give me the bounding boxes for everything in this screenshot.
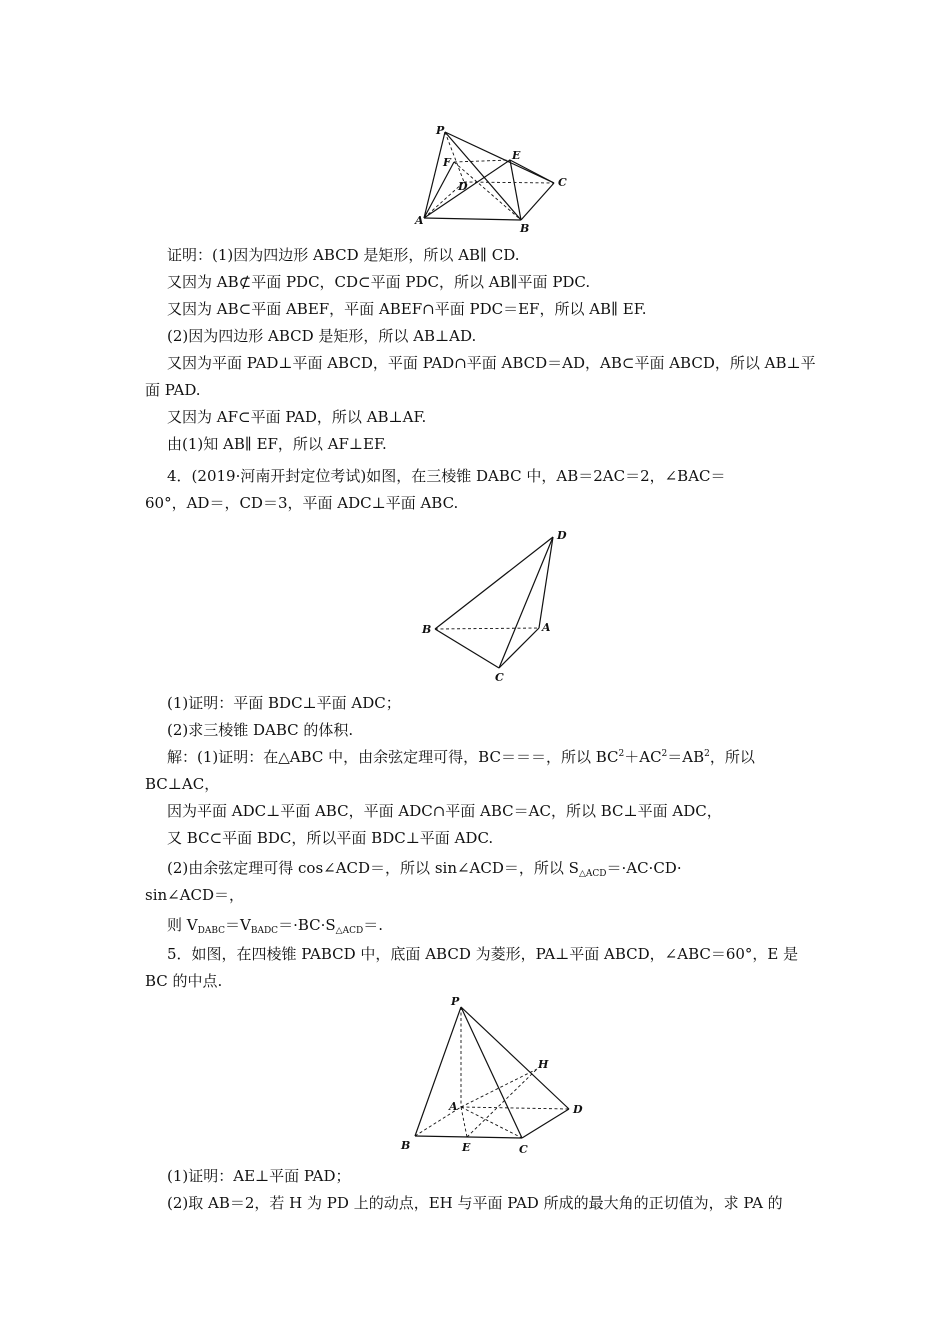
sol4-line-7 [167, 915, 383, 935]
label-H: H [538, 1058, 549, 1071]
label-C: C [558, 176, 567, 189]
sub-badc: BADC [250, 926, 279, 936]
proof3-line-4: (2)因为四边形 ABCD 是矩形，所以 AB⊥AD. [167, 327, 477, 345]
label-P: P [451, 995, 460, 1008]
proof3-line-6: 面 PAD. [145, 381, 201, 399]
proof3-line-5: 又因为平面 PAD⊥平面 ABCD，平面 PAD∩平面 ABCD＝AD，AB⊂平面 ABCD，所以 AB⊥平 [167, 354, 816, 372]
figure-pyramid-pabcd-h [395, 993, 590, 1163]
sol4-line-7-a: 则 V [167, 916, 198, 934]
label-A: A [415, 214, 424, 227]
label-B: B [520, 222, 530, 235]
q4-part-2: (2)求三棱锥 DABC 的体积. [167, 721, 354, 739]
q4-part-1: (1)证明：平面 BDC⊥平面 ADC； [167, 694, 401, 712]
figure-tetrahedron-dabc [415, 525, 575, 685]
label-E: E [512, 149, 521, 162]
label-B: B [401, 1139, 411, 1152]
sol4-line-7-d: ＝. [363, 916, 383, 934]
sub-dabc: DABC [197, 926, 225, 936]
sol4-line-7-c: ＝·BC·S [278, 916, 336, 934]
sol4-line-5-b: ＝·AC·CD· [606, 859, 682, 877]
proof3-line-2: 又因为 AB⊄平面 PDC，CD⊂平面 PDC，所以 AB∥平面 PDC. [167, 273, 591, 291]
sol4-line-5 [167, 858, 682, 878]
label-P: P [436, 124, 445, 137]
pyramid-diagram-1 [410, 120, 580, 235]
label-A: A [449, 1100, 458, 1113]
q4-statement-line-1: 4．(2019·河南开封定位考试)如图，在三棱锥 DABC 中，AB＝2AC＝2，∠BAC＝ [167, 467, 726, 485]
sup-2: 2 [704, 749, 710, 759]
sol4-line-1-b: ＋AC [624, 748, 662, 766]
proof3-line-3: 又因为 AB⊂平面 ABEF，平面 ABEF∩平面 PDC＝EF，所以 AB∥ EF. [167, 300, 647, 318]
q5-part-2: (2)取 AB＝2，若 H 为 PD 上的动点，EH 与平面 PAD 所成的最大角的正切值为，求 PA 的 [167, 1194, 783, 1212]
sol4-line-5-a: (2)由余弦定理可得 cos∠ACD＝，所以 sin∠ACD＝，所以 S [167, 859, 579, 877]
q4-statement-line-2: 60°，AD＝，CD＝3，平面 ADC⊥平面 ABC. [145, 494, 459, 512]
sol4-line-1-c: ＝AB [667, 748, 705, 766]
sol4-line-1 [167, 747, 755, 767]
label-E: E [462, 1141, 471, 1154]
label-C: C [495, 671, 504, 684]
proof3-line-1: 证明：(1)因为四边形 ABCD 是矩形，所以 AB∥ CD. [167, 246, 520, 264]
sol4-line-2: BC⊥AC， [145, 775, 220, 793]
label-D: D [557, 529, 567, 542]
proof3-line-8: 由(1)知 AB∥ EF，所以 AF⊥EF. [167, 435, 387, 453]
label-D: D [573, 1103, 583, 1116]
label-A: A [542, 621, 551, 634]
label-D: D [458, 180, 468, 193]
sol4-line-4: 又 BC⊂平面 BDC，所以平面 BDC⊥平面 ADC. [167, 829, 494, 847]
figure-pyramid-pabcd-ef [410, 120, 580, 235]
sol4-line-3: 因为平面 ADC⊥平面 ABC，平面 ADC∩平面 ABC＝AC，所以 BC⊥平面 ADC， [167, 802, 722, 820]
label-C: C [519, 1143, 528, 1156]
proof3-line-7: 又因为 AF⊂平面 PAD，所以 AB⊥AF. [167, 408, 427, 426]
label-F: F [443, 156, 451, 169]
q5-statement-line-2: BC 的中点. [145, 972, 223, 990]
q5-statement-line-1: 5．如图，在四棱锥 PABCD 中，底面 ABCD 为菱形，PA⊥平面 ABCD，∠ABC＝60°，E 是 [167, 945, 799, 963]
sol4-line-6: sin∠ACD＝， [145, 886, 245, 904]
sol4-line-1-a: 解：(1)证明：在△ABC 中，由余弦定理可得，BC＝＝＝，所以 BC [167, 748, 619, 766]
sub-acd: △ACD [578, 869, 607, 879]
sol4-line-1-d: ，所以 [709, 748, 755, 766]
sup-2: 2 [661, 749, 668, 759]
sup-2: 2 [618, 749, 625, 759]
sol4-line-7-b: ＝V [225, 916, 251, 934]
pyramid-diagram-2 [395, 993, 590, 1163]
tetrahedron-diagram [415, 525, 575, 685]
sub-acd-2: △ACD [335, 926, 364, 936]
label-B: B [422, 623, 432, 636]
q5-part-1: (1)证明：AE⊥平面 PAD； [167, 1167, 351, 1185]
